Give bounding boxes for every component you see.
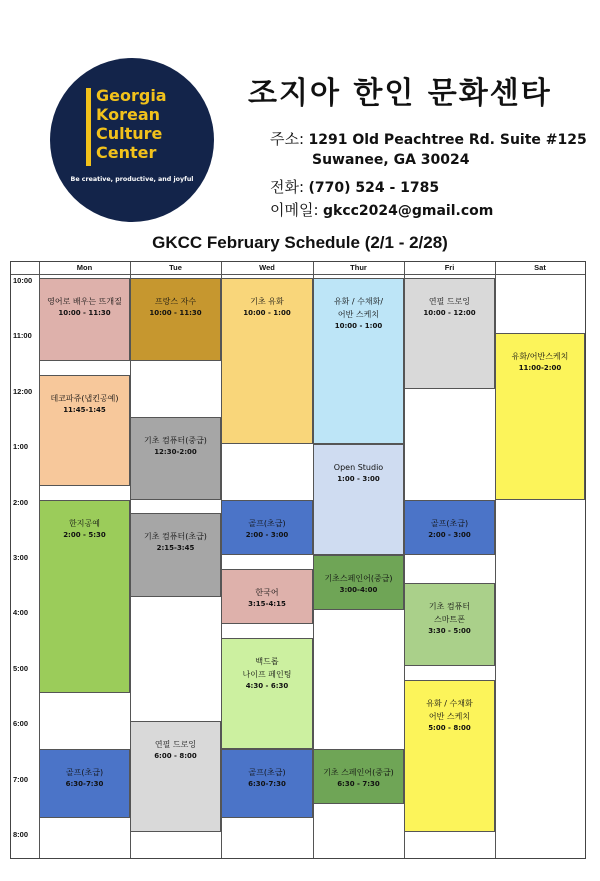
- day-header: Thur: [350, 263, 367, 272]
- address-row: [270, 128, 587, 149]
- class-block[interactable]: [39, 500, 130, 694]
- class-block[interactable]: [39, 278, 130, 361]
- class-time: 2:00 - 3:00: [245, 530, 289, 539]
- address-line2: Suwanee, GA 30024: [312, 152, 470, 168]
- time-label: 12:00: [13, 386, 33, 396]
- class-block[interactable]: [39, 749, 130, 818]
- logo-line: Georgia: [96, 86, 167, 105]
- class-title: 데코파쥬(냅킨공예): [50, 393, 119, 403]
- phone-number: (770) 524 - 1785: [308, 180, 440, 196]
- class-title: 기초 컴퓨터(초급): [144, 532, 207, 542]
- class-title: 기초 유화: [250, 297, 284, 306]
- class-time: 10:00 - 11:30: [149, 309, 202, 317]
- class-block[interactable]: [130, 417, 221, 500]
- time-label: 4:00: [13, 608, 29, 618]
- class-time: 6:30 - 7:30: [337, 779, 380, 788]
- class-time: 12:30-2:00: [154, 447, 197, 456]
- class-time: 2:00 - 5:30: [63, 530, 106, 539]
- class-title: 영어로 배우는 뜨개질: [47, 297, 122, 306]
- class-time: 2:00 - 3:00: [428, 530, 471, 539]
- class-block[interactable]: [313, 555, 404, 610]
- time-label: 10:00: [13, 276, 33, 285]
- address-line1: 1291 Old Peachtree Rd. Suite #125: [308, 132, 587, 148]
- class-time: 3:00-4:00: [339, 586, 378, 594]
- address-label: 주소:: [270, 130, 305, 148]
- header-divider: [11, 274, 585, 275]
- class-title: 골프(초급): [248, 518, 286, 528]
- class-block[interactable]: [221, 500, 313, 555]
- class-block[interactable]: [221, 638, 313, 749]
- class-time: 2:15-3:45: [156, 544, 195, 553]
- class-title: 기초 스페인어(중급): [323, 767, 394, 777]
- class-time: 3:15-4:15: [248, 599, 286, 608]
- class-block[interactable]: [313, 278, 404, 444]
- class-title: 연필 드로잉: [428, 297, 471, 306]
- time-label: 8:00: [13, 830, 29, 839]
- class-block[interactable]: [130, 278, 221, 361]
- class-block[interactable]: [313, 749, 404, 804]
- class-block[interactable]: [130, 721, 221, 832]
- class-time: 6:30-7:30: [65, 779, 104, 788]
- class-title: 유화/어반스케치: [511, 352, 569, 362]
- gkcc-logo: [50, 58, 214, 222]
- class-time: 11:45-1:45: [63, 405, 106, 414]
- header: [0, 0, 600, 230]
- phone-label: 전화:: [270, 178, 305, 196]
- class-title: 기초 컴퓨터 스마트폰: [428, 601, 471, 624]
- logo-line: Korean: [96, 105, 161, 124]
- class-title: 골프(초급): [248, 767, 286, 777]
- korean-title: 조지아 한인 문화센타: [248, 76, 552, 111]
- class-title: 기초스페인어(중급): [324, 574, 393, 583]
- time-label: 11:00: [13, 331, 32, 341]
- class-title: 백드롭 나이프 페인팅: [242, 657, 292, 680]
- class-time: 10:00 - 12:00: [423, 309, 476, 317]
- class-title: 골프(초급): [430, 518, 469, 528]
- class-time: 10:00 - 11:30: [58, 309, 111, 317]
- class-block[interactable]: [221, 278, 313, 444]
- class-block[interactable]: [404, 583, 495, 666]
- class-title: Open Studio: [333, 463, 384, 473]
- logo-accent-bar: [86, 88, 91, 166]
- class-block[interactable]: [39, 375, 130, 486]
- time-label: 5:00: [13, 663, 29, 673]
- class-block[interactable]: [404, 680, 495, 832]
- time-label: 3:00: [13, 553, 29, 562]
- time-label: 1:00: [13, 442, 29, 452]
- class-time: 3:30 - 5:00: [428, 626, 471, 635]
- class-block[interactable]: [404, 278, 495, 389]
- class-time: 10:00 - 1:00: [334, 322, 383, 330]
- email-row: [270, 199, 493, 220]
- class-time: 4:30 - 6:30: [245, 682, 289, 691]
- class-block[interactable]: [221, 569, 313, 624]
- day-header: Fri: [444, 263, 455, 272]
- address-row-2: [312, 152, 470, 168]
- class-block[interactable]: [495, 333, 585, 499]
- time-label: 7:00: [13, 774, 29, 784]
- class-block[interactable]: [404, 500, 495, 555]
- class-time: 6:30-7:30: [248, 779, 286, 788]
- logo-line: Center: [96, 143, 157, 162]
- class-block[interactable]: [130, 513, 221, 596]
- schedule-title: GKCC February Schedule (2/1 - 2/28): [152, 233, 448, 252]
- class-title: 한지공예: [69, 518, 100, 528]
- time-label: 2:00: [13, 497, 29, 507]
- class-block[interactable]: [313, 444, 404, 555]
- class-title: 유화 / 수채화 어반 스케치: [426, 698, 473, 721]
- class-title: 기초 컴퓨터(중급): [144, 435, 207, 445]
- day-header: Sat: [534, 263, 546, 272]
- class-time: 5:00 - 8:00: [428, 723, 471, 732]
- time-label: 6:00: [13, 719, 29, 729]
- class-time: 1:00 - 3:00: [337, 475, 380, 484]
- class-block[interactable]: [221, 749, 313, 818]
- phone-row: [270, 176, 439, 197]
- class-title: 한국어: [255, 587, 279, 597]
- class-title: 골프(초급): [65, 767, 104, 777]
- email-label: 이메일:: [270, 201, 319, 219]
- day-header: Tue: [169, 263, 182, 272]
- class-title: 유화 / 수채화/ 어반 스케치: [333, 297, 384, 319]
- class-title: 프랑스 자수: [154, 297, 197, 306]
- class-time: 6:00 - 8:00: [154, 752, 197, 761]
- day-header: Wed: [259, 263, 275, 272]
- class-time: 10:00 - 1:00: [243, 309, 291, 317]
- schedule-grid: [10, 261, 586, 859]
- day-header: Mon: [76, 263, 93, 272]
- logo-line: Culture: [96, 124, 163, 143]
- class-time: 11:00-2:00: [518, 364, 562, 373]
- class-title: 연필 드로잉: [154, 740, 197, 750]
- logo-tagline: Be creative, productive, and joyful: [70, 176, 194, 183]
- email-address[interactable]: gkcc2024@gmail.com: [322, 203, 494, 219]
